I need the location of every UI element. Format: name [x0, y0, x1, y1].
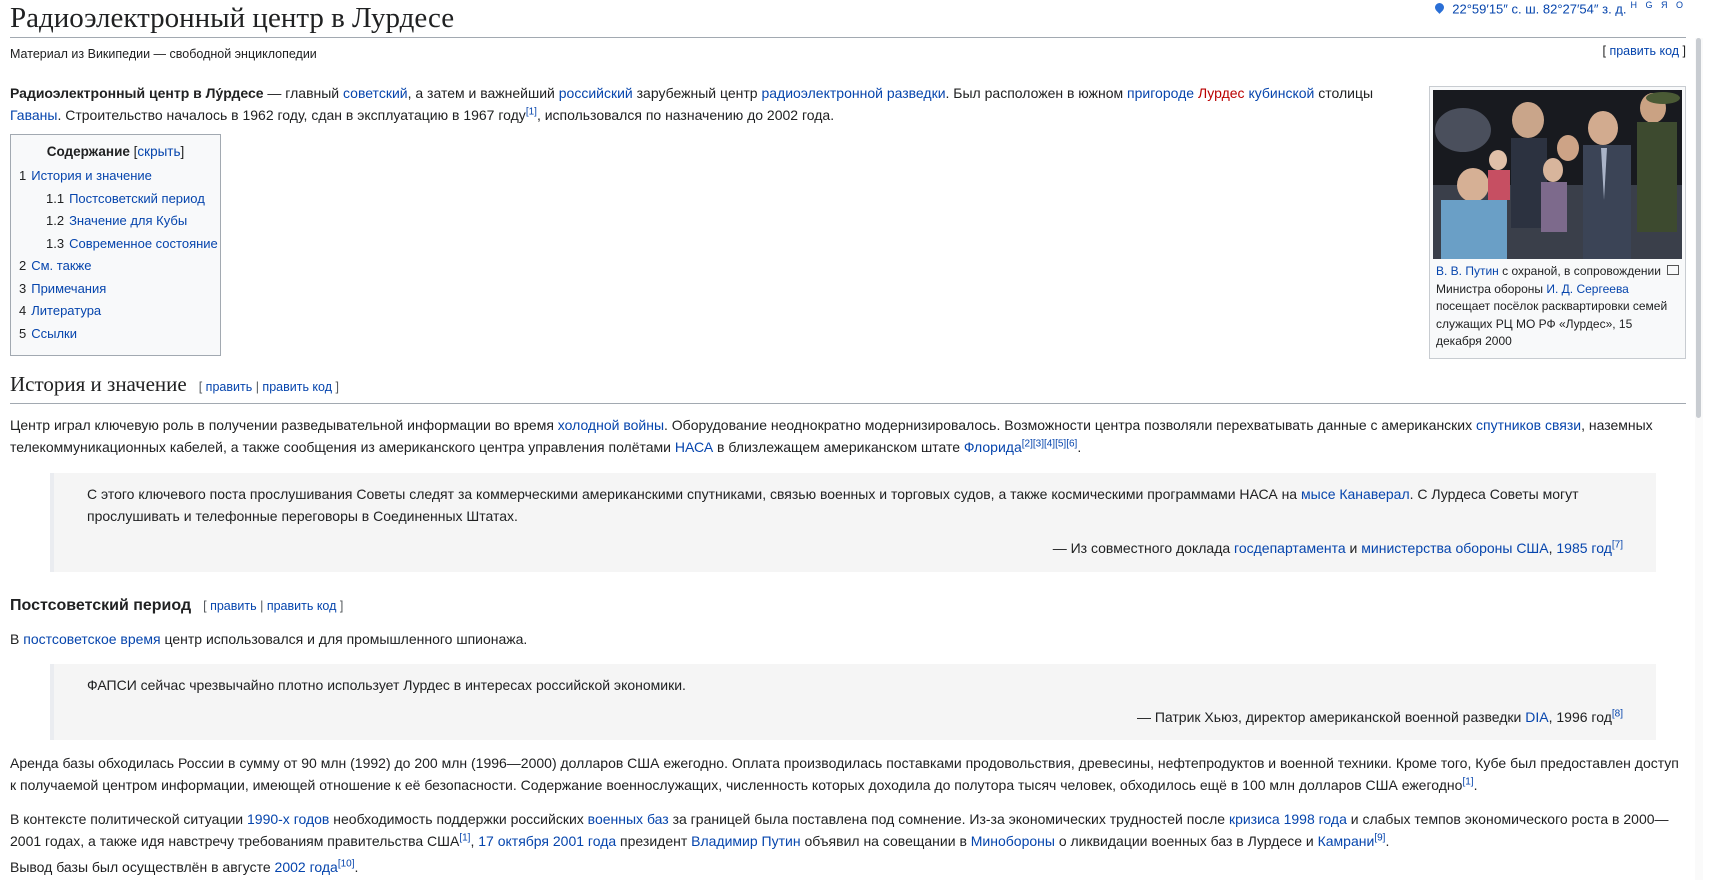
link-cape-canaveral[interactable]: мысе Канаверал	[1301, 486, 1410, 502]
page-title: Радиоэлектронный центр в Лурдесе	[10, 2, 455, 34]
text: президент	[616, 833, 692, 849]
text: — главный	[263, 85, 344, 101]
text: , 1996 год	[1548, 709, 1612, 725]
toc-item[interactable]	[11, 165, 220, 188]
intro-paragraph	[10, 82, 1420, 126]
link-sigint[interactable]: радиоэлектронной разведки	[761, 85, 946, 101]
text: столицы	[1314, 85, 1374, 101]
text: о ликвидации военных баз в Лурдесе и	[1054, 833, 1318, 849]
toc-number: 3	[19, 280, 27, 296]
text: .	[1385, 833, 1390, 849]
link-havana[interactable]: Гаваны	[10, 107, 58, 123]
figure-photo[interactable]	[1433, 90, 1682, 259]
bracket-open: [	[1602, 44, 1610, 58]
reference-8[interactable]: [8]	[1611, 708, 1623, 720]
references-2-6[interactable]: [2][3][4][5][6]	[1021, 438, 1078, 450]
text: центр использовался и для промышленного шпионажа.	[160, 631, 528, 647]
link-1990s[interactable]: 1990-х годов	[247, 811, 330, 827]
text: Аренда базы обходилась России в сумму от 90 млн (1992) до 200 млн (1996—2000) долларов США ежегодно. Оплата производилась поставками продовольствия, древесины, нефтепродуктов и военной техники. Кроме того, Кубе был предоставлен доступ к получаемой центром информации, имеющей отношение к её безопасности. Содержание военнослужащих, численность которых доходила до полутора тысяч человек, обходилось ещё в 100 млн долларов США ежегодно	[10, 755, 1679, 793]
toc-number: 1.2	[46, 213, 65, 228]
link-2002[interactable]: 2002 года	[274, 859, 338, 875]
separator: |	[256, 599, 267, 613]
edit-code-link[interactable]: править код	[262, 380, 333, 394]
text: Центр играл ключевую роль в получении разведывательной информации во время	[10, 417, 558, 433]
text: посещает посёлок расквартировки семей служащих РЦ МО РФ «Лурдес», 15 декабря 2000	[1436, 299, 1668, 348]
paragraph-history	[10, 414, 1686, 458]
quote-block-1	[50, 473, 1656, 572]
reference-7[interactable]: [7]	[1611, 539, 1623, 551]
quote-citation	[87, 706, 1623, 728]
text: .	[1473, 777, 1478, 793]
link-florida[interactable]: Флорида	[963, 439, 1022, 455]
link-sergeev[interactable]: И. Д. Сергеева	[1546, 281, 1629, 296]
link-cuban[interactable]: кубинской	[1248, 85, 1315, 101]
bracket-open: [	[203, 599, 211, 613]
toc-item[interactable]	[11, 278, 220, 301]
reference-10[interactable]: [10]	[337, 858, 355, 870]
section-heading-postsoviet	[10, 597, 343, 615]
text: и слабых темпов экономического роста в 2000—2001 годах, а также идя навстречу требованиям правительства США	[10, 811, 1669, 849]
toc-link[interactable]: Современное состояние	[69, 235, 218, 251]
toc-item[interactable]	[11, 233, 220, 256]
text: , наземных телекоммуникационных кабелей, а также сообщения из американского центра управления полётами	[10, 417, 1653, 455]
paragraph-rent	[10, 752, 1686, 796]
paragraph-postsoviet	[10, 628, 1686, 650]
toc-link[interactable]: Ссылки	[31, 325, 78, 341]
text: Вывод базы был осуществлён в августе	[10, 859, 275, 875]
bracket-close: ]	[1679, 44, 1686, 58]
link-suburb[interactable]: пригороде	[1127, 85, 1195, 101]
reference-1[interactable]: [1]	[525, 106, 537, 118]
bracket-open: [	[198, 380, 206, 394]
link-putin[interactable]: В. В. Путин	[1436, 264, 1499, 278]
toc-hide-toggle[interactable]: скрыть	[137, 144, 181, 159]
edit-link[interactable]: править	[205, 380, 253, 394]
link-military-bases[interactable]: военных баз	[587, 811, 669, 827]
toc-number: 5	[19, 325, 27, 341]
toc-number: 1	[19, 168, 27, 183]
text: ,	[470, 833, 479, 849]
map-pin-icon	[1433, 1, 1446, 14]
separator: |	[252, 380, 263, 394]
toc-item[interactable]	[11, 255, 220, 278]
quote-text: ФАПСИ сейчас чрезвычайно плотно использует Лурдес в интересах российской экономики.	[87, 677, 686, 693]
scrollbar-thumb[interactable]	[1696, 38, 1701, 418]
text: необходимость поддержки российских	[329, 811, 588, 827]
link-state-department[interactable]: госдепартамента	[1234, 540, 1346, 556]
text: ,	[1548, 540, 1557, 556]
toc-list	[11, 165, 220, 345]
text: .	[354, 859, 359, 875]
figure-caption	[1436, 263, 1678, 351]
figure-thumbnail	[1429, 86, 1686, 359]
scrollbar[interactable]	[1695, 38, 1703, 880]
text: .	[1077, 439, 1082, 455]
reference-1[interactable]: [1]	[459, 832, 471, 844]
link-comm-satellites[interactable]: спутников связи	[1476, 417, 1582, 433]
text: за границей была поставлена под сомнение. Из-за экономических трудностей после	[668, 811, 1229, 827]
text: В контексте политической ситуации	[10, 811, 247, 827]
toc-number: 2	[19, 258, 27, 273]
toc-number: 1.3	[46, 235, 65, 251]
link-ministry-of-defence[interactable]: Минобороны	[970, 833, 1055, 849]
quote-block-2	[50, 664, 1656, 740]
quote-citation	[87, 537, 1623, 559]
text: — Патрик Хьюз, директор американской военной разведки	[1136, 709, 1526, 725]
toc-link[interactable]: См. также	[31, 258, 92, 273]
link-cold-war[interactable]: холодной войны	[557, 417, 664, 433]
section-divider	[10, 403, 1686, 404]
toc-heading: Содержание [скрыть]	[46, 144, 185, 159]
link-cam-ranh[interactable]: Камрани	[1317, 833, 1375, 849]
link-1985[interactable]: 1985 год	[1556, 540, 1612, 556]
reference-9[interactable]: [9]	[1374, 832, 1386, 844]
toc-number: 4	[19, 303, 27, 318]
section-heading-history	[10, 372, 339, 397]
site-subtitle: Материал из Википедии — свободной энциклопедии	[10, 47, 317, 61]
text: — Из совместного доклада	[1052, 540, 1235, 556]
toc-link[interactable]: Литература	[31, 303, 102, 318]
section-edit-links	[203, 599, 343, 613]
link-nasa[interactable]: НАСА	[674, 439, 714, 455]
text: . С Лурдеса Советы могут прослушивать и телефонные переговоры в Соединенных Штатах.	[87, 486, 1579, 524]
text: С этого ключевого поста прослушивания Советы следят за коммерческими американскими спутниками, связью военных и торговых судов, а также космическими программами НАСА на	[87, 486, 1301, 502]
link-russian[interactable]: российский	[558, 85, 633, 101]
edit-code-top	[1603, 44, 1687, 58]
link-soviet[interactable]: советский	[343, 85, 408, 101]
edit-code-top-link[interactable]: править код	[1609, 44, 1680, 58]
text: . Был расположен в южном	[945, 85, 1128, 101]
link-dod[interactable]: министерства обороны США	[1361, 540, 1549, 556]
text: в близлежащем американском штате	[713, 439, 964, 455]
article-subject: Радиоэлектронный центр в Лу́рдесе	[10, 85, 264, 101]
text: , а затем и важнейший	[407, 85, 559, 101]
bracket-close: ]	[332, 380, 339, 394]
section-title: Постсоветский период	[10, 597, 192, 614]
link-dia[interactable]: DIA	[1525, 709, 1549, 725]
text: зарубежный центр	[632, 85, 762, 101]
table-of-contents	[10, 134, 221, 356]
link-17-october-2001[interactable]: 17 октября 2001 года	[478, 833, 617, 849]
toc-item[interactable]	[11, 188, 220, 211]
toc-number: 1.1	[46, 190, 65, 206]
text: с охраной, в сопровождении Министра обороны	[1436, 264, 1661, 296]
edit-link[interactable]: править	[210, 599, 257, 613]
bracket-close: ]	[336, 599, 344, 613]
toc-link[interactable]: История и значение	[31, 168, 152, 183]
link-lourdes-redlink[interactable]: Лурдес	[1197, 85, 1245, 101]
toc-item[interactable]	[11, 300, 220, 323]
text: объявил на совещании в	[800, 833, 971, 849]
paragraph-withdrawal	[10, 856, 1686, 878]
text: . Строительство началось в 1962 году, сдан в эксплуатацию в 1967 году	[57, 107, 526, 123]
photo-illustration	[1433, 90, 1682, 259]
toc-item[interactable]	[11, 210, 220, 233]
link-1998-crisis[interactable]: кризиса 1998 года	[1228, 811, 1347, 827]
toc-link[interactable]: Значение для Кубы	[69, 213, 188, 228]
title-divider	[10, 37, 1686, 38]
text: и	[1345, 540, 1362, 556]
text: В	[10, 631, 24, 647]
edit-code-link[interactable]: править код	[266, 599, 337, 613]
quote-text	[87, 483, 1623, 527]
toc-item[interactable]	[11, 323, 220, 346]
text: . Оборудование неоднократно модернизировалось. Возможности центра позволяли перехватывать данные с американских	[664, 417, 1477, 433]
section-edit-links	[199, 380, 339, 394]
map-services-links[interactable]: H G Я O	[1630, 0, 1686, 10]
paragraph-context	[10, 808, 1686, 852]
text: , использовался по назначению до 2002 года.	[536, 107, 835, 123]
reference-1[interactable]: [1]	[1462, 776, 1474, 788]
section-title: История и значение	[10, 372, 187, 396]
link-postsoviet-era[interactable]: постсоветское время	[23, 631, 161, 647]
toc-link[interactable]: Постсоветский период	[69, 190, 205, 206]
toc-link[interactable]: Примечания	[31, 280, 107, 296]
coordinates[interactable]	[1435, 0, 1686, 16]
link-vladimir-putin[interactable]: Владимир Путин	[691, 833, 801, 849]
coordinates-link[interactable]: 22°59′15″ с. ш. 82°27′54″ з. д.	[1452, 1, 1627, 17]
toc-title: Содержание	[46, 144, 130, 159]
